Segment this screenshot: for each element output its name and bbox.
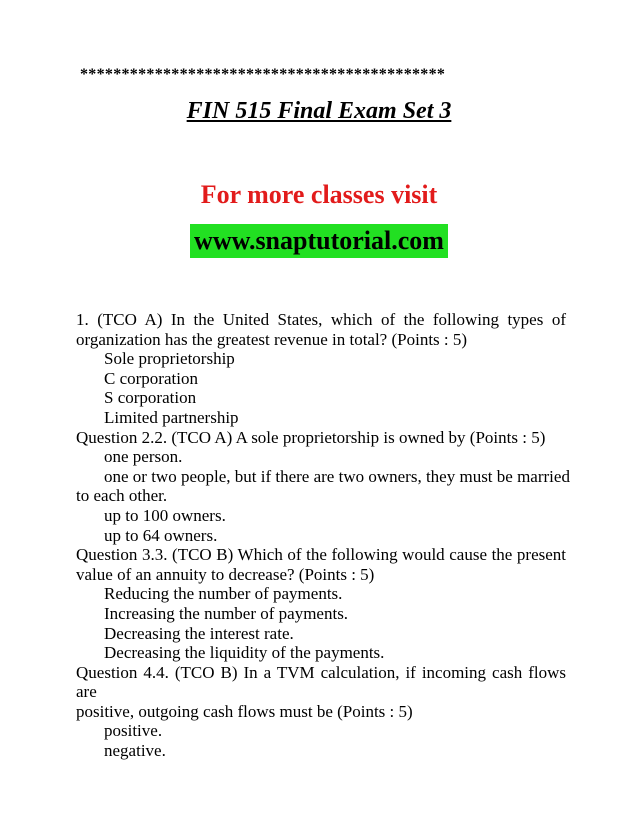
exam-questions [76, 310, 570, 761]
question-4-option-1[interactable]: positive. [104, 721, 163, 741]
question-3-option-2[interactable]: Increasing the number of payments. [104, 603, 349, 623]
question-2-option-1[interactable]: one person. [104, 447, 183, 467]
question-2-option-2-cont: to each other. [76, 486, 168, 506]
question-3-option-3[interactable]: Decreasing the interest rate. [104, 623, 294, 643]
question-1-option-2[interactable]: C corporation [104, 368, 198, 388]
question-3-option-4[interactable]: Decreasing the liquidity of the payments. [104, 643, 385, 663]
visit-text: For more classes visit [200, 180, 438, 209]
question-4-line-2: positive, outgoing cash flows must be (Points : 5) [76, 701, 413, 721]
question-2-option-4[interactable]: up to 64 owners. [104, 525, 218, 545]
star-divider: ******************************************** [80, 66, 446, 83]
question-4-line-1: Question 4.4. (TCO B) In a TVM calculation, if incoming cash flows are [76, 662, 566, 702]
question-1-line-1: 1. (TCO A) In the United States, which of the following types of [76, 310, 566, 329]
question-2-option-2[interactable]: one or two people, but if there are two owners, they must be married [104, 466, 570, 486]
question-2-option-3[interactable]: up to 100 owners. [104, 505, 226, 525]
question-1-option-1[interactable]: Sole proprietorship [104, 349, 235, 369]
question-3-line-2: value of an annuity to decrease? (Points : 5) [76, 564, 375, 584]
question-2-line-1: Question 2.2. (TCO A) A sole proprietorship is owned by (Points : 5) [76, 427, 546, 447]
question-3-line-1: Question 3.3. (TCO B) Which of the following would cause the present [76, 545, 566, 565]
question-1-option-4[interactable]: Limited partnership [104, 407, 239, 427]
question-1-option-3[interactable]: S corporation [104, 388, 197, 408]
question-4-option-2[interactable]: negative. [104, 741, 166, 761]
website-link[interactable]: www.snaptutorial.com [190, 224, 448, 258]
question-3-option-1[interactable]: Reducing the number of payments. [104, 584, 343, 604]
url-container [0, 224, 638, 258]
question-1-line-2: organization has the greatest revenue in total? (Points : 5) [76, 329, 468, 349]
page-title: FIN 515 Final Exam Set 3 [186, 98, 452, 124]
